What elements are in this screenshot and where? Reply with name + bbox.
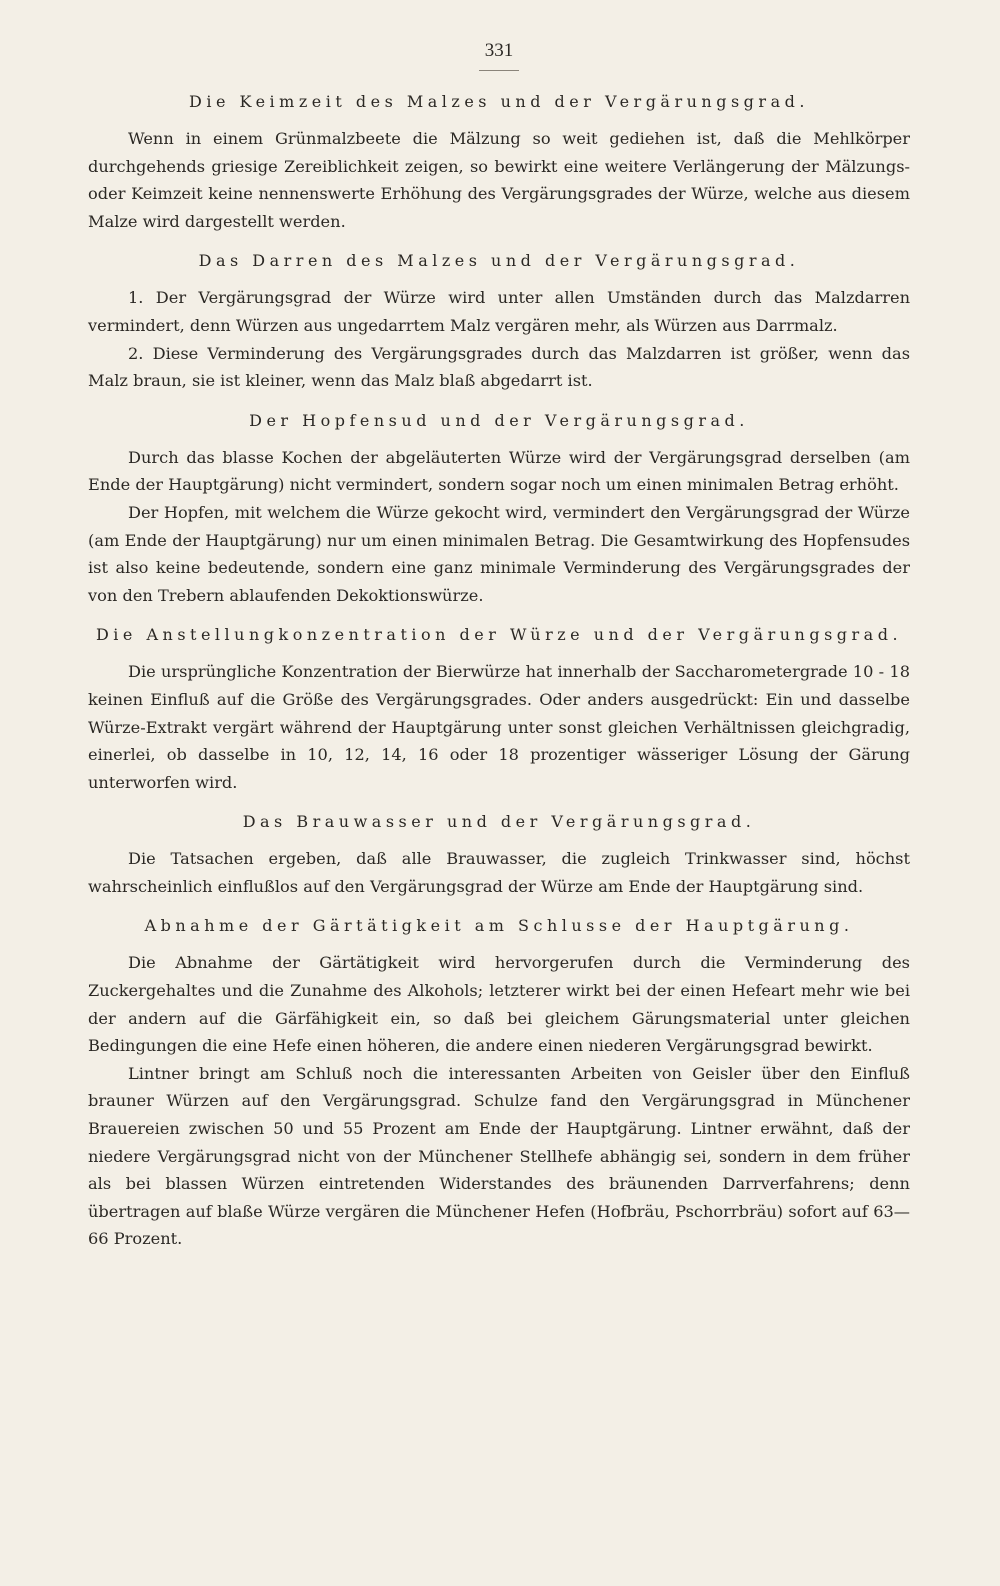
section-brauwasser xyxy=(88,811,910,900)
paragraph: Der Hopfen, mit welchem die Würze gekocht wird, vermindert den Vergärungsgrad der Würze (am Ende der Hauptgärung) nur um einen minimalen Betrag. Die Gesamtwirkung des Hopfensudes ist also keine bedeutende, sondern eine ganz minimale Verminderung des Vergärungsgrades der von den Trebern ablaufenden Dekoktionswürze. xyxy=(88,502,910,605)
page-number: 331 xyxy=(484,40,514,61)
section-heading: Abnahme der Gärtätigkeit am Schlusse der Hauptgärung. xyxy=(144,916,854,936)
section-heading: Das Brauwasser und der Vergärungsgrad. xyxy=(242,812,756,832)
section-heading: Das Darren des Malzes und der Vergärungsgrad. xyxy=(198,251,800,271)
section-heading: Die Keimzeit des Malzes und der Vergärungsgrad. xyxy=(189,92,809,111)
section-heading: Die Anstellungkonzentration der Würze und der Vergärungsgrad. xyxy=(95,625,903,645)
paragraph: Lintner bringt am Schluß noch die interessanten Arbeiten von Geisler über den Einfluß brauner Würzen auf den Vergärungsgrad. Schulze fand den Vergärungsgrad in Münchener Brauereien zwischen 50 und 55 Prozent am Ende der Hauptgärung. Lintner erwähnt, daß der niedere Vergärungsgrad nicht von der Münchener Stellhefe abhängig sei, sondern in dem früher als bei blassen Würzen eintretenden Widerstandes des bräunenden Darrverfahrens; denn übertragen auf blaße Würze vergären die Münchener Hefen (Hofbräu, Pschorrbräu) sofort auf 63—66 Prozent. xyxy=(88,1063,910,1249)
paragraph: Durch das blasse Kochen der abgeläuterten Würze wird der Vergärungsgrad derselben (am Ende der Hauptgärung) nicht vermindert, sondern sogar noch um einen minimalen Betrag erhöht. xyxy=(88,447,910,495)
page-number-rule xyxy=(479,70,519,71)
section-anstellungkonzentration xyxy=(88,624,910,796)
paragraph: 1. Der Vergärungsgrad der Würze wird unter allen Umständen durch das Malzdarren vermindert, denn Würzen aus ungedarrtem Malz vergären mehr, als Würzen aus Darrmalz. xyxy=(88,288,910,335)
paragraph: Die ursprüngliche Konzentration der Bierwürze hat innerhalb der Saccharometergrade 10 - 18 keinen Einfluß auf die Größe des Vergärungsgrades. Oder anders ausgedrückt: Ein und dasselbe Würze-Extrakt vergärt während der Hauptgärung unter sonst gleichen Verhältnissen gleichgradig, einerlei, ob dasselbe in 10, 12, 14, 16 oder 18 prozentiger wässeriger Lösung der Gärung unterworfen wird. xyxy=(88,662,910,792)
section-gaertaetigkeit xyxy=(88,915,910,1253)
paragraph: Die Tatsachen ergeben, daß alle Brauwasser, die zugleich Trinkwasser sind, höchst wahrscheinlich einflußlos auf den Vergärungsgrad der Würze am Ende der Hauptgärung sind. xyxy=(88,849,910,896)
section-heading: Der Hopfensud und der Vergärungsgrad. xyxy=(249,410,749,430)
section-hopfensud xyxy=(88,410,910,610)
paragraph: Die Abnahme der Gärtätigkeit wird hervorgerufen durch die Verminderung des Zuckergehaltes und die Zunahme des Alkohols; letzterer wirkt bei der einen Hefeart mehr wie bei der andern auf die Gärfähigkeit ein, so daß bei gleichem Gärungsmaterial unter gleichen Bedingungen die eine Hefe einen höheren, die andere einen niederen Vergärungsgrad bewirkt. xyxy=(88,953,910,1056)
paragraph: Wenn in einem Grünmalzbeete die Mälzung so weit gediehen ist, daß die Mehlkörper durchgehends griesige Zereiblichkeit zeigen, so bewirkt eine weitere Verlängerung der Mälzungs- oder Keimzeit keine nennenswerte Erhöhung des Vergärungsgrades der Würze, welche aus diesem Malze wird dargestellt werden. xyxy=(88,129,910,231)
section-keimzeit xyxy=(88,91,910,235)
section-darren xyxy=(88,250,910,394)
paragraph: 2. Diese Verminderung des Vergärungsgrades durch das Malzdarren ist größer, wenn das Malz braun, sie ist kleiner, wenn das Malz blaß abgedarrt ist. xyxy=(88,343,910,391)
document-page xyxy=(88,40,910,1268)
